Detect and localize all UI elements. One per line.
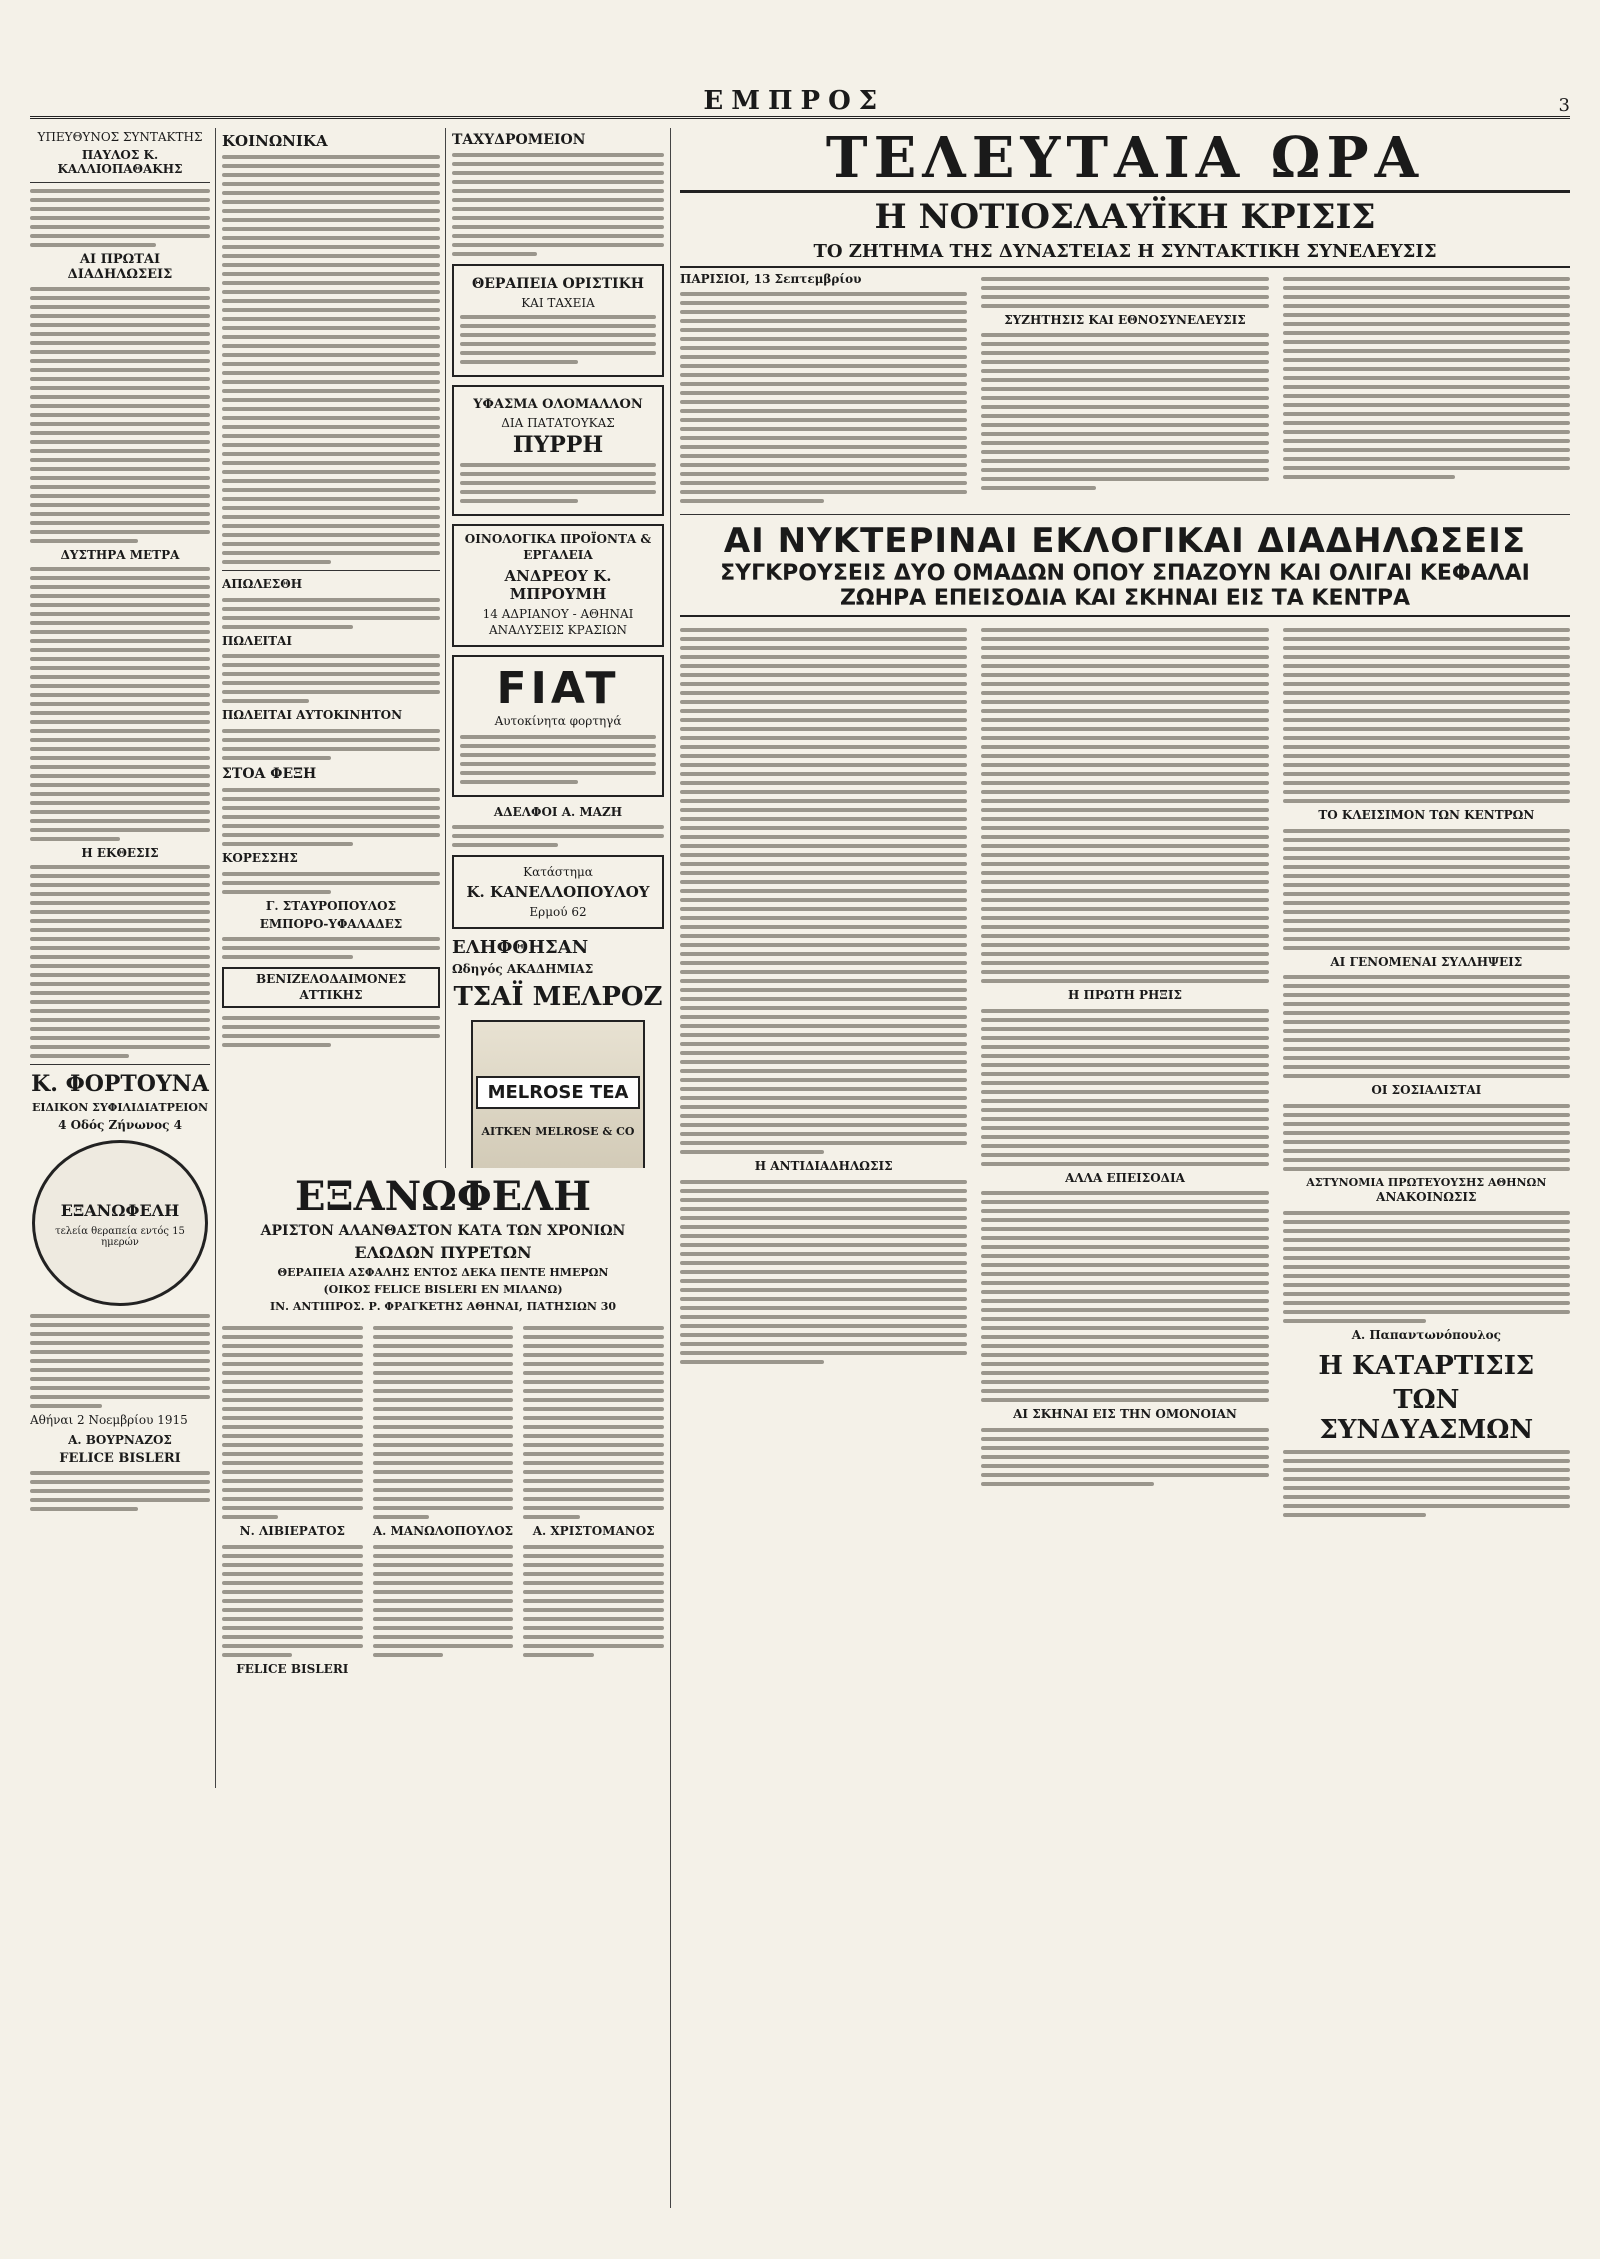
section-heading: ΑΙ ΠΡΩΤΑΙ ΔΙΑΔΗΛΩΣΕΙΣ (67, 252, 173, 282)
subsection-heading: ΤΟ ΚΛΕΙΣΙΜΟΝ ΤΩΝ ΚΕΝΤΡΩΝ (1318, 808, 1535, 823)
testimonial-text (222, 1326, 363, 1519)
notice-authority: ΑΣΤΥΝΟΜΙΑ ΠΡΩΤΕΥΟΥΣΗΣ ΑΘΗΝΩΝ (1306, 1175, 1547, 1189)
ad-title: ΑΔΕΛΦΟΙ Α. ΜΑΖΗ (493, 804, 623, 819)
advertiser-address: 4 Οδός Ζήνωνος 4 (58, 1118, 182, 1132)
ad-line: ΘΕΡΑΠΕΙΑ ΑΣΦΑΛΗΣ ΕΝΤΟΣ ΔΕΚΑ ΠΕΝΤΕ ΗΜΕΡΩΝ (277, 1266, 609, 1279)
classified-heading: ΕΜΠΟΡΟ-ΥΦΑΛΑΔΕΣ (259, 916, 403, 931)
testimonial-text (373, 1545, 514, 1657)
advertisement-store (452, 855, 664, 929)
ad-address: Ερμού 62 (529, 905, 587, 920)
testimonial-signer: Α. ΧΡΙΣΤΟΜΑΝΟΣ (532, 1524, 655, 1538)
testimonial-signer: Ν. ΛΙΒΙΕΡΑΤΟΣ (239, 1524, 346, 1538)
testimonial-text (30, 1314, 210, 1408)
tea-maker: AITKEN MELROSE & CO (481, 1124, 635, 1138)
article-text (1283, 277, 1570, 479)
section-heading: Η ΕΚΘΕΣΙΣ (81, 846, 159, 860)
article-text (30, 865, 210, 1058)
advertisement-fabric (452, 385, 664, 516)
ad-line: ΑΡΙΣΤΟΝ ΑΛΑΝΘΑΣΤΟΝ ΚΑΤΑ ΤΩΝ ΧΡΟΝΙΩΝ (260, 1223, 626, 1239)
article-text (1283, 1104, 1570, 1171)
testimonial (523, 1321, 664, 1677)
article-text (30, 287, 210, 543)
ad-title: ΕΛΗΦΘΗΣΑΝ (452, 937, 589, 959)
closing-heading-2: ΤΩΝ ΣΥΝΔΥΑΣΜΩΝ (1319, 1385, 1534, 1446)
column-divider (215, 128, 216, 1788)
election-column (680, 623, 967, 1522)
article-text (222, 155, 440, 564)
column-divider (670, 128, 671, 2208)
notice-heading: ΑΝΑΚΟΙΝΩΣΙΣ (1376, 1190, 1477, 1205)
subsection-heading: ΑΛΛΑ ΕΠΕΙΣΟΔΙΑ (1065, 1170, 1185, 1185)
closing-heading: Η ΚΑΤΑΡΤΙΣΙΣ (1318, 1351, 1535, 1382)
article-text (1283, 1450, 1570, 1517)
subsection-heading: ΑΙ ΓΕΝΟΜΕΝΑΙ ΣΥΛΛΗΨΕΙΣ (1330, 954, 1523, 969)
tea-brand: MELROSE TEA (476, 1076, 641, 1109)
article-text (1283, 829, 1570, 950)
ad-subtitle: ΔΙΑ ΠΑΤΑΤΟΥΚΑΣ (501, 416, 615, 430)
ad-name: ΠΥΡΡΗ (512, 432, 604, 458)
classified-heading: ΠΩΛΕΙΤΑΙ (222, 633, 292, 648)
testimonial-recipient: FELICE BISLERI (59, 1450, 181, 1466)
column-3 (452, 128, 664, 1168)
ad-name: ΑΝΔΡΕΟΥ Κ. ΜΠΡΟΥΜΗ (504, 567, 612, 604)
ad-text (460, 735, 656, 784)
testimonial-recipient: FELICE BISLERI (236, 1661, 349, 1676)
testimonial-signer: Α. ΜΑΝΩΛΟΠΟΥΛΟΣ (372, 1524, 514, 1538)
article-text (1283, 975, 1570, 1078)
article-text (1283, 628, 1570, 803)
subsection-heading: ΣΥΖΗΤΗΣΙΣ ΚΑΙ ΕΘΝΟΣΥΝΕΛΕΥΣΙΣ (1004, 312, 1246, 327)
notice-text (1283, 1211, 1570, 1323)
article-text (680, 1180, 967, 1364)
testimonial-date: Αθήναι 2 Νοεμβρίου 1915 (30, 1413, 188, 1427)
advertisement-therapy (452, 264, 664, 377)
last-hour-banner: ΤΕΛΕΥΤΑΙΑ ΩΡΑ (680, 128, 1570, 193)
ad-subtitle: ΚΑΙ ΤΑΧΕΙΑ (521, 296, 595, 310)
notice-signer: Α. Παπαντωνόπουλος (1351, 1327, 1501, 1342)
classified-heading: ΣΤΟΑ ΦΕΞΗ (222, 765, 317, 782)
subsection-heading: ΟΙ ΣΟΣΙΑΛΙΣΤΑΙ (1371, 1083, 1482, 1098)
ad-note: ΑΝΑΛΥΣΕΙΣ ΚΡΑΣΙΩΝ (488, 623, 628, 638)
masthead (30, 80, 1570, 119)
article-text (981, 277, 1268, 308)
election-subhead: ΣΥΓΚΡΟΥΣΕΙΣ ΔΥΟ ΟΜΑΔΩΝ ΟΠΟΥ ΣΠΑΖΟΥΝ ΚΑΙ ΟΛΙΓΑΙ ΚΕΦΑΛΑΙ (720, 561, 1530, 587)
ad-text (460, 463, 656, 503)
bottom-advertisement (222, 1175, 664, 2075)
story-columns (680, 272, 1570, 509)
signature: Γ. ΣΤΑΥΡΟΠΟΥΛΟΣ (265, 898, 397, 913)
oval-advertisement (32, 1140, 208, 1306)
ad-text (460, 315, 656, 364)
testimonial-text (523, 1326, 664, 1519)
article-text (30, 1471, 210, 1511)
classified-heading: ΠΩΛΕΙΤΑΙ ΑΥΤΟΚΙΝΗΤΟΝ (222, 708, 403, 723)
classified-text (222, 654, 440, 703)
right-block (680, 128, 1570, 2218)
divider (30, 182, 210, 183)
article-text (680, 628, 967, 1154)
author-name: ΠΑΥΛΟΣ Κ. ΚΑΛΛΙΟΠΑΘΑΚΗΣ (57, 148, 183, 176)
election-column (981, 623, 1268, 1522)
advertisement-fiat (452, 655, 664, 797)
ad-line: ΕΛΩΔΩΝ ΠΥΡΕΤΩΝ (354, 1243, 532, 1262)
subsection-heading: ΑΙ ΣΚΗΝΑΙ ΕΙΣ ΤΗΝ ΟΜΟΝΟΙΑΝ (1013, 1407, 1237, 1422)
main-subhead: ΤΟ ΖΗΤΗΜΑ ΤΗΣ ΔΥΝΑΣΤΕΙΑΣ Η ΣΥΝΤΑΚΤΙΚΗ ΣΥΝΕΛΕΥΣΙΣ (680, 241, 1570, 268)
page-number: 3 (1558, 95, 1570, 116)
advertiser-business: ΕΙΔΙΚΟΝ ΣΥΦΙΛΙΔΙΑΤΡΕΙΟΝ (31, 1101, 209, 1114)
story-column (981, 272, 1268, 509)
testimonial (222, 1321, 363, 1677)
classified-text (222, 872, 440, 894)
article-text (452, 153, 664, 256)
divider (222, 570, 440, 571)
boxed-notice (222, 967, 440, 1008)
classified-text (222, 598, 440, 629)
testimonial (373, 1321, 514, 1677)
ad-text (452, 825, 664, 847)
column-1 (30, 128, 210, 2218)
testimonial-signer: Α. ΒΟΥΡΝΑΖΟΣ (68, 1432, 172, 1447)
article-text (30, 189, 210, 247)
divider (680, 514, 1570, 515)
advertisement-wine (452, 524, 664, 647)
ad-line: (ΟΙΚΟΣ FELICE BISLERI ΕΝ ΜΙΛΑΝΩ) (323, 1283, 563, 1296)
main-headline: Η ΝΟΤΙΟΣΛΑΥΪΚΗ ΚΡΙΣΙΣ (874, 196, 1376, 237)
fiat-logo: FIAT (496, 663, 620, 715)
oval-note: τελεία θεραπεία εντός 15 ημερών (55, 1225, 185, 1248)
byline: ΥΠΕΥΘΥΝΟΣ ΣΥΝΤΑΚΤΗΣ (37, 130, 203, 144)
section-heading: ΚΟΙΝΩΝΙΚΑ (222, 132, 328, 150)
ad-title: ΟΙΝΟΛΟΓΙΚΑ ΠΡΟΪΟΝΤΑ & ΕΡΓΑΛΕΙΑ (464, 532, 652, 562)
newspaper-name: ΕΜΠΡΟΣ (703, 86, 886, 116)
election-columns (680, 623, 1570, 1522)
ad-prefix: Κατάστημα (523, 865, 593, 880)
section-heading: ΤΑΧΥΔΡΟΜΕΙΟΝ (452, 132, 586, 148)
ad-brand: ΕΞΑΝΩΦΕΛΗ (295, 1175, 591, 1220)
testimonials (222, 1321, 664, 1677)
testimonial-text (373, 1326, 514, 1519)
ad-title: ΘΕΡΑΠΕΙΑ ΟΡΙΣΤΙΚΗ (472, 276, 644, 292)
classified-heading: ΚΟΡΕΣΣΗΣ (222, 850, 298, 865)
article-text (981, 1009, 1268, 1166)
story-column (680, 272, 967, 509)
oval-brand: ΕΞΑΝΩΦΕΛΗ (60, 1200, 180, 1220)
ad-name: Κ. ΚΑΝΕΛΛΟΠΟΥΛΟΥ (466, 883, 650, 902)
classified-heading: ΑΠΩΛΕΣΘΗ (222, 577, 303, 591)
classified-text (222, 937, 440, 959)
column-2 (222, 128, 440, 1168)
classified-text (222, 1016, 440, 1047)
article-text (981, 1428, 1268, 1486)
subsection-heading: Η ΑΝΤΙΔΙΑΔΗΛΩΣΙΣ (754, 1159, 893, 1174)
tea-title: ΤΣΑΪ ΜΕΛΡΟΖ (453, 981, 663, 1012)
ad-address: 14 ΑΔΡΙΑΝΟΥ - ΑΘΗΝΑΙ (482, 607, 634, 622)
column-divider (445, 128, 446, 1168)
boxed-notice-title: ΒΕΝΙΖΕΛΟΔΑΙΜΟΝΕΣ ΑΤΤΙΚΗΣ (255, 972, 407, 1002)
article-text (981, 1191, 1268, 1402)
classified-text (222, 788, 440, 846)
ad-line: ΙΝ. ΑΝΤΙΠΡΟΣ. Ρ. ΦΡΑΓΚΕΤΗΣ ΑΘΗΝΑΙ, ΠΑΤΗΣΙΩΝ 30 (269, 1300, 617, 1313)
dateline: ΠΑΡΙΣΙΟΙ, 13 Σεπτεμβρίου (680, 271, 862, 286)
election-column (1283, 623, 1570, 1522)
testimonial-text (222, 1545, 363, 1657)
tea-tin-illustration (471, 1020, 645, 1168)
ad-subtitle: Ωδηγός ΑΚΑΔΗΜΙΑΣ (452, 962, 594, 977)
divider (30, 1064, 210, 1065)
ad-note: Αυτοκίνητα φορτηγά (494, 714, 622, 729)
article-text (30, 567, 210, 841)
article-text (680, 292, 967, 503)
election-subhead-2: ΖΩΗΡΑ ΕΠΕΙΣΟΔΙΑ ΚΑΙ ΣΚΗΝΑΙ ΕΙΣ ΤΑ ΚΕΝΤΡΑ (680, 586, 1570, 617)
advertiser-name: Κ. ΦΟΡΤΟΥΝΑ (31, 1071, 209, 1097)
election-headline: ΑΙ ΝΥΚΤΕΡΙΝΑΙ ΕΚΛΟΓΙΚΑΙ ΔΙΑΔΗΛΩΣΕΙΣ (723, 521, 1527, 562)
section-heading: ΔΥΣΤΗΡΑ ΜΕΤΡΑ (60, 548, 180, 562)
classified-text (222, 729, 440, 760)
article-text (981, 333, 1268, 490)
subsection-heading: Η ΠΡΩΤΗ ΡΗΞΙΣ (1068, 988, 1182, 1003)
ad-title: ΥΦΑΣΜΑ ΟΛΟΜΑΛΛΟΝ (473, 397, 643, 412)
article-text (981, 628, 1268, 983)
story-column (1283, 272, 1570, 509)
testimonial-text (523, 1545, 664, 1657)
